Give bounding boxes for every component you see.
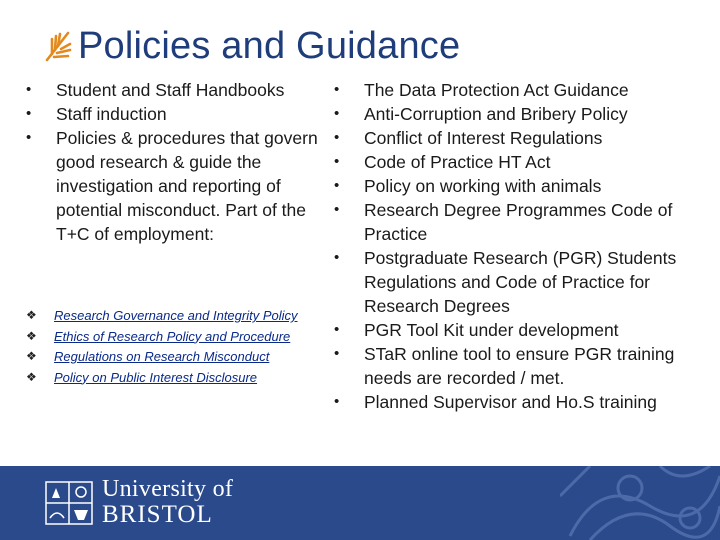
list-item xyxy=(334,390,706,414)
bullet-icon: • xyxy=(26,105,32,122)
list-item-text: Conflict of Interest Regulations xyxy=(364,128,603,148)
list-item xyxy=(334,102,706,126)
list-item-text: Policy on working with animals xyxy=(364,176,602,196)
policy-link[interactable]: Research Governance and Integrity Policy xyxy=(54,308,298,323)
university-crest-icon xyxy=(44,480,94,526)
left-column xyxy=(26,78,326,246)
footer-banner xyxy=(0,466,720,540)
bullet-icon: • xyxy=(334,321,340,338)
bullet-icon: • xyxy=(334,105,340,122)
list-item-text: Postgraduate Research (PGR) Students Regulations and Code of Practice for Research Degrees xyxy=(364,248,677,316)
bullet-icon: • xyxy=(334,345,340,362)
diamond-bullet-icon: ❖ xyxy=(26,308,37,322)
diamond-bullet-icon: ❖ xyxy=(26,349,37,363)
list-item xyxy=(334,198,706,246)
bullet-icon: • xyxy=(334,81,340,98)
list-item xyxy=(26,102,326,126)
wordmark-line2: BRISTOL xyxy=(102,501,213,528)
list-item xyxy=(334,342,706,390)
bullet-icon: • xyxy=(334,129,340,146)
list-item-text: Research Degree Programmes Code of Practice xyxy=(364,200,673,244)
policy-link[interactable]: Ethics of Research Policy and Procedure xyxy=(54,328,291,344)
link-item xyxy=(26,368,326,389)
university-wordmark xyxy=(102,476,233,528)
bullet-icon: • xyxy=(334,153,340,170)
list-item-text: Student and Staff Handbooks xyxy=(56,80,285,100)
list-item-text: Planned Supervisor and Ho.S training xyxy=(364,392,657,412)
diamond-bullet-icon: ❖ xyxy=(26,369,37,384)
policy-links xyxy=(26,306,326,388)
list-item xyxy=(334,174,706,198)
list-item xyxy=(26,78,326,102)
list-item xyxy=(334,150,706,174)
page-title xyxy=(44,16,460,76)
decorative-pattern xyxy=(560,466,720,540)
policy-link[interactable]: Policy on Public Interest Disclosure xyxy=(54,369,258,385)
list-item-text: The Data Protection Act Guidance xyxy=(364,80,629,100)
list-item xyxy=(334,78,706,102)
link-item xyxy=(26,306,326,327)
right-column xyxy=(334,78,706,414)
list-item-text: Anti-Corruption and Bribery Policy xyxy=(364,104,628,124)
quill-icon xyxy=(44,29,72,63)
bullet-icon: • xyxy=(26,129,32,146)
list-item xyxy=(334,318,706,342)
list-item-text: STaR online tool to ensure PGR training needs are recorded / met. xyxy=(364,344,675,388)
diamond-bullet-icon: ❖ xyxy=(26,328,37,343)
list-item-text: Policies & procedures that govern good research & guide the investigation and reporting of potential misconduct. Part of the T+C of employment: xyxy=(56,128,318,244)
list-item xyxy=(334,246,706,318)
list-item-text: Staff induction xyxy=(56,104,167,124)
bullet-icon: • xyxy=(334,249,340,266)
list-item xyxy=(26,126,326,246)
wordmark-line1: University of xyxy=(102,476,234,502)
list-item-text: PGR Tool Kit under development xyxy=(364,320,619,340)
bullet-icon: • xyxy=(26,81,32,98)
right-bullet-list xyxy=(334,78,706,414)
bullet-icon: • xyxy=(334,201,340,218)
link-item xyxy=(26,347,326,368)
title-text: Policies and Guidance xyxy=(78,24,461,67)
left-bullet-list xyxy=(26,78,326,246)
bullet-icon: • xyxy=(334,393,340,410)
list-item-text: Code of Practice HT Act xyxy=(364,152,551,172)
list-item xyxy=(334,126,706,150)
link-item xyxy=(26,327,326,348)
policy-link[interactable]: Regulations on Research Misconduct xyxy=(54,349,270,364)
bullet-icon: • xyxy=(334,177,340,194)
